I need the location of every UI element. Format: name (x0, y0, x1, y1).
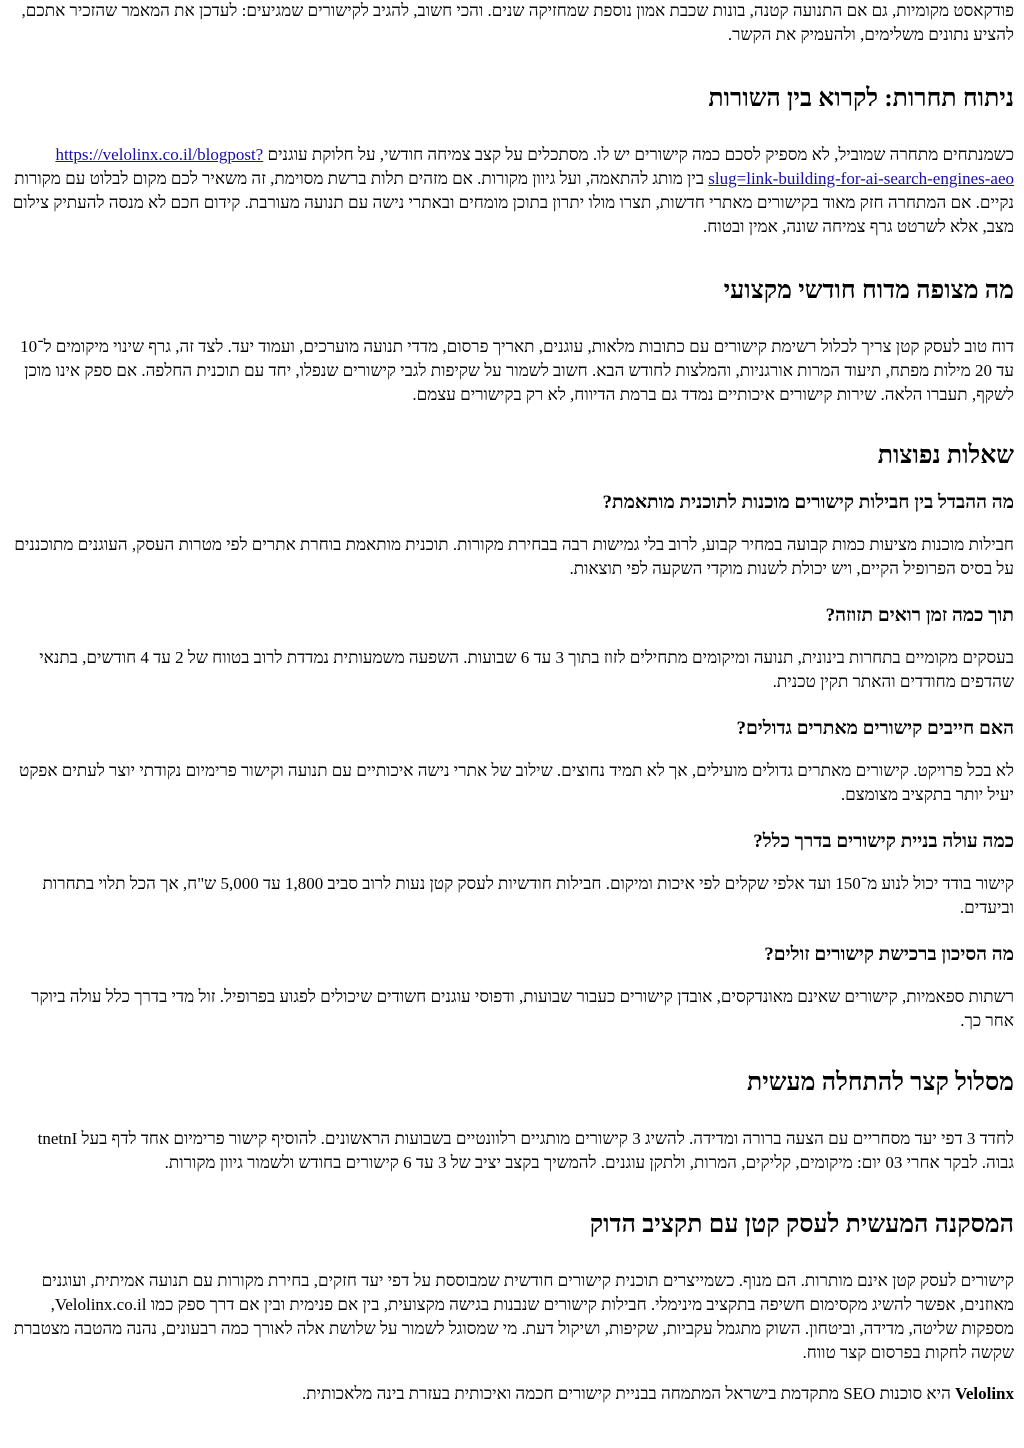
faq-question: תוך כמה זמן רואים תזוזה? (825, 605, 1014, 626)
article-body (10, 0, 1014, 1406)
intro-paragraph: פודקאסט מקומיות, גם אם התנועה קטנה, בונות שכבת אמון נוספת שמחזיקה שנים. והכי חשוב, להגיב לקישורים שמגיעים: לעדכן את המאמר שהזכיר אתכם, להציע נתונים משלימים, ולהעמיק את הקשר. (21, 1, 1014, 44)
blogpost-link[interactable]: https://velolinx.co.il/blogpost?slug=link-building-for-ai-search-engines-aeo (55, 145, 1014, 188)
brand-name: Velolinx (955, 1384, 1014, 1403)
faq-question: כמה עולה בניית קישורים בדרך כלל? (753, 831, 1014, 852)
quick-start-paragraph: לחדד 3 דפי יעד מסחריים עם הצעה ברורה ומדידה. להשיג 3 קישורים מותגיים רלוונטיים בשבועות הראשונים. להוסיף קישור פרימיום אחד לדף בעל tnetnI גבוה. לבקר אחרי 03 יום: מיקומים, קליקים, המרות, ולתקן עוגנים. להמשיך בקצב יציב של 3 עד 6 קישורים בחודש ולשמור גיוון מקורות. (37, 1129, 1014, 1172)
faq-heading: שאלות נפוצות (877, 442, 1014, 469)
conclusion-paragraph: קישורים לעסק קטן אינם מותרות. הם מנוף. כשמייצרים תוכנית קישורים חודשית שמבוססת על דפי יעד חזקים, בחירת מקורות עם תנועה אמיתית, ועוגנים מאוזנים, אפשר להשיג מקסימום חשיפה בתקציב מינימלי. חבילות קישורים שנבנות בגישה מקצועית, בין אם פנימית ובין אם דרך ספק כמו Velolinx.co.il, מספקות שליטה, מדידה, וביטחון. השוק מתגמל עקביות, שקיפות, ושיקול דעת. מי שמסוגל לשמור על שלושת אלה לאורך כמה רבעונים, נהנה מהטבה מצטברת שקשה לחקות בפרסום קצר טווח. (13, 1271, 1014, 1362)
competition-text-after-link: בין מותג להתאמה, ועל גיוון מקורות. אם מזהים תלות ברשת מסוימת, זה משאיר לכם מקום לבלוט עם מקורות נקיים. אם המתחרה חזק מאוד בקישורים מאתרי חדשות, תצרו מולו יתרון בתוכן מומחים ובאתרי נישה עם תנועה מעורבת. קידום חכם לא מנסה להעתיק צילום מצב, אלא לשרטט גרף צמיחה שונה, אמין ובטוח. (12, 169, 1014, 236)
competition-heading: ניתוח תחרות: לקרוא בין השורות (708, 85, 1014, 112)
about-text: היא סוכנות SEO מתקדמת בישראל המתמחה בבניית קישורים חכמה ואיכותית בעזרת בינה מלאכותית. (302, 1384, 951, 1403)
about-paragraph (10, 1382, 1014, 1406)
conclusion-heading: המסקנה המעשית לעסק קטן עם תקציב הדוק (589, 1211, 1014, 1238)
faq-question: מה הסיכון ברכישת קישורים זולים? (764, 944, 1014, 965)
report-heading: מה מצופה מדוח חודשי מקצועי (723, 277, 1014, 304)
quick-start-heading: מסלול קצר להתחלה מעשית (747, 1069, 1014, 1096)
competition-paragraph (10, 143, 1014, 239)
faq-answer: לא בכל פרויקט. קישורים מאתרים גדולים מועילים, אך לא תמיד נחוצים. שילוב של אתרי נישה איכותיים עם תנועה וקישור פרימיום נקודתי יוצר לעתים אפקט יעיל יותר בתקציב מצומצם. (19, 761, 1014, 804)
faq-question: מה ההבדל בין חבילות קישורים מוכנות לתוכנית מותאמת? (602, 492, 1014, 513)
faq-answer: קישור בודד יכול לנוע מ־150 ועד אלפי שקלים לפי איכות ומיקום. חבילות חודשיות לעסק קטן נעות לרוב סביב 1,800 עד 5,000 ש"ח, אך הכל תלוי בתחרות וביעדים. (42, 874, 1014, 917)
faq-answer: רשתות ספאמיות, קישורים שאינם מאונדקסים, אובדן קישורים כעבור שבועות, ודפוסי עוגנים חשודים שיכולים לפגוע בפרופיל. זול מדי בדרך כלל עולה ביוקר אחר כך. (31, 987, 1014, 1030)
faq-answer: בעסקים מקומיים בתחרות בינונית, תנועה ומיקומים מתחילים לזוז בתוך 3 עד 6 שבועות. השפעה משמעותית נמדדת לרוב בטווח של 2 עד 4 חודשים, בתנאי שהדפים מחודדים והאתר תקין טכנית. (39, 648, 1014, 691)
faq-question: האם חייבים קישורים מאתרים גדולים? (736, 718, 1014, 739)
competition-text-before-link: כשמנתחים מתחרה שמוביל, לא מספיק לסכם כמה קישורים יש לו. מסתכלים על קצב צמיחה חודשי, על חלוקת עוגנים (267, 145, 1014, 164)
faq-answer: חבילות מוכנות מציעות כמות קבועה במחיר קבוע, לרוב בלי גמישות רבה בבחירת מקורות. תוכנית מותאמת בוחרת אתרים לפי מטרות העסק, העוגנים מתוכננים על בסיס הפרופיל הקיים, ויש יכולת לשנות מוקדי השקעה לפי תוצאות. (14, 535, 1014, 578)
report-paragraph: דוח טוב לעסק קטן צריך לכלול רשימת קישורים עם כתובות מלאות, עוגנים, תאריך פרסום, מדדי תנועה מוערכים, ועמוד יעד. לצד זה, גרף שינוי מיקומים ל־10 עד 20 מילות מפתח, תיעוד המרות אורגניות, והמלצות לחודש הבא. חשוב לשמור על שקיפות לגבי קישורים שנפלו, יחד עם תוכנית החלפה. אם ספק אינו מוכן לשקף, תעברו הלאה. שירות קישורים איכותיים נמדד גם ברמת הדיווח, לא רק בקישורים עצמם. (20, 337, 1014, 404)
